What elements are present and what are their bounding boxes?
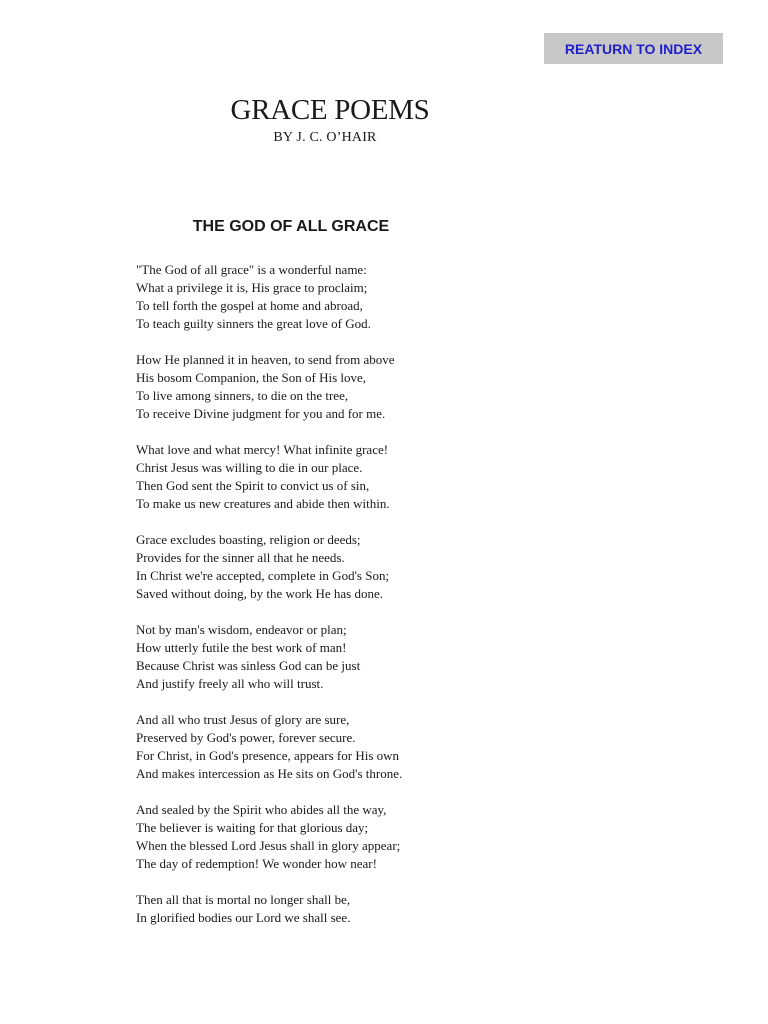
poem-line: The day of redemption! We wonder how near! — [136, 856, 377, 871]
author-byline: BY J. C. O’HAIR — [273, 130, 377, 145]
stanza — [136, 891, 556, 927]
poem-line: What a privilege it is, His grace to proclaim; — [136, 280, 368, 295]
poem-line: To live among sinners, to die on the tree, — [136, 388, 349, 403]
poem-line: What love and what mercy! What infinite grace! — [136, 442, 389, 457]
poem-line: When the blessed Lord Jesus shall in glory appear; — [136, 838, 401, 853]
poem-title: THE GOD OF ALL GRACE — [192, 218, 390, 235]
poem-line: Christ Jesus was willing to die in our place. — [136, 460, 363, 475]
poem-line: And sealed by the Spirit who abides all the way, — [136, 802, 387, 817]
poem-line: Then all that is mortal no longer shall be, — [136, 892, 351, 907]
stanza — [136, 261, 556, 333]
poem-line: For Christ, in God's presence, appears for His own — [136, 748, 400, 763]
stanza — [136, 351, 556, 423]
poem-line: And makes intercession as He sits on God's throne. — [136, 766, 403, 781]
stanza — [136, 711, 556, 783]
poem-line: Because Christ was sinless God can be just — [136, 658, 361, 673]
poem-line: To receive Divine judgment for you and for me. — [136, 406, 386, 421]
poem-line: Preserved by God's power, forever secure. — [136, 730, 356, 745]
page-title: GRACE POEMS — [230, 94, 430, 126]
return-to-index-button[interactable]: REATURN TO INDEX — [544, 33, 723, 64]
poem-line: "The God of all grace" is a wonderful name: — [136, 262, 367, 277]
poem-line: Then God sent the Spirit to convict us of sin, — [136, 478, 370, 493]
poem-line: Saved without doing, by the work He has done. — [136, 586, 383, 601]
poem-line: His bosom Companion, the Son of His love, — [136, 370, 367, 385]
stanza — [136, 621, 556, 693]
poem-line: And all who trust Jesus of glory are sure, — [136, 712, 350, 727]
poem-line: To make us new creatures and abide then within. — [136, 496, 390, 511]
poem-body — [136, 261, 556, 945]
poem-line: How He planned it in heaven, to send from above — [136, 352, 395, 367]
poem-line: Not by man's wisdom, endeavor or plan; — [136, 622, 347, 637]
poem-line: How utterly futile the best work of man! — [136, 640, 347, 655]
poem-line: The believer is waiting for that glorious day; — [136, 820, 369, 835]
stanza — [136, 441, 556, 513]
stanza — [136, 801, 556, 873]
poem-line: To teach guilty sinners the great love of God. — [136, 316, 371, 331]
poem-line: And justify freely all who will trust. — [136, 676, 324, 691]
poem-line: In Christ we're accepted, complete in God's Son; — [136, 568, 390, 583]
poem-line: In glorified bodies our Lord we shall see. — [136, 910, 351, 925]
poem-line: Grace excludes boasting, religion or deeds; — [136, 532, 361, 547]
poem-line: To tell forth the gospel at home and abroad, — [136, 298, 363, 313]
stanza — [136, 531, 556, 603]
poem-line: Provides for the sinner all that he needs. — [136, 550, 345, 565]
